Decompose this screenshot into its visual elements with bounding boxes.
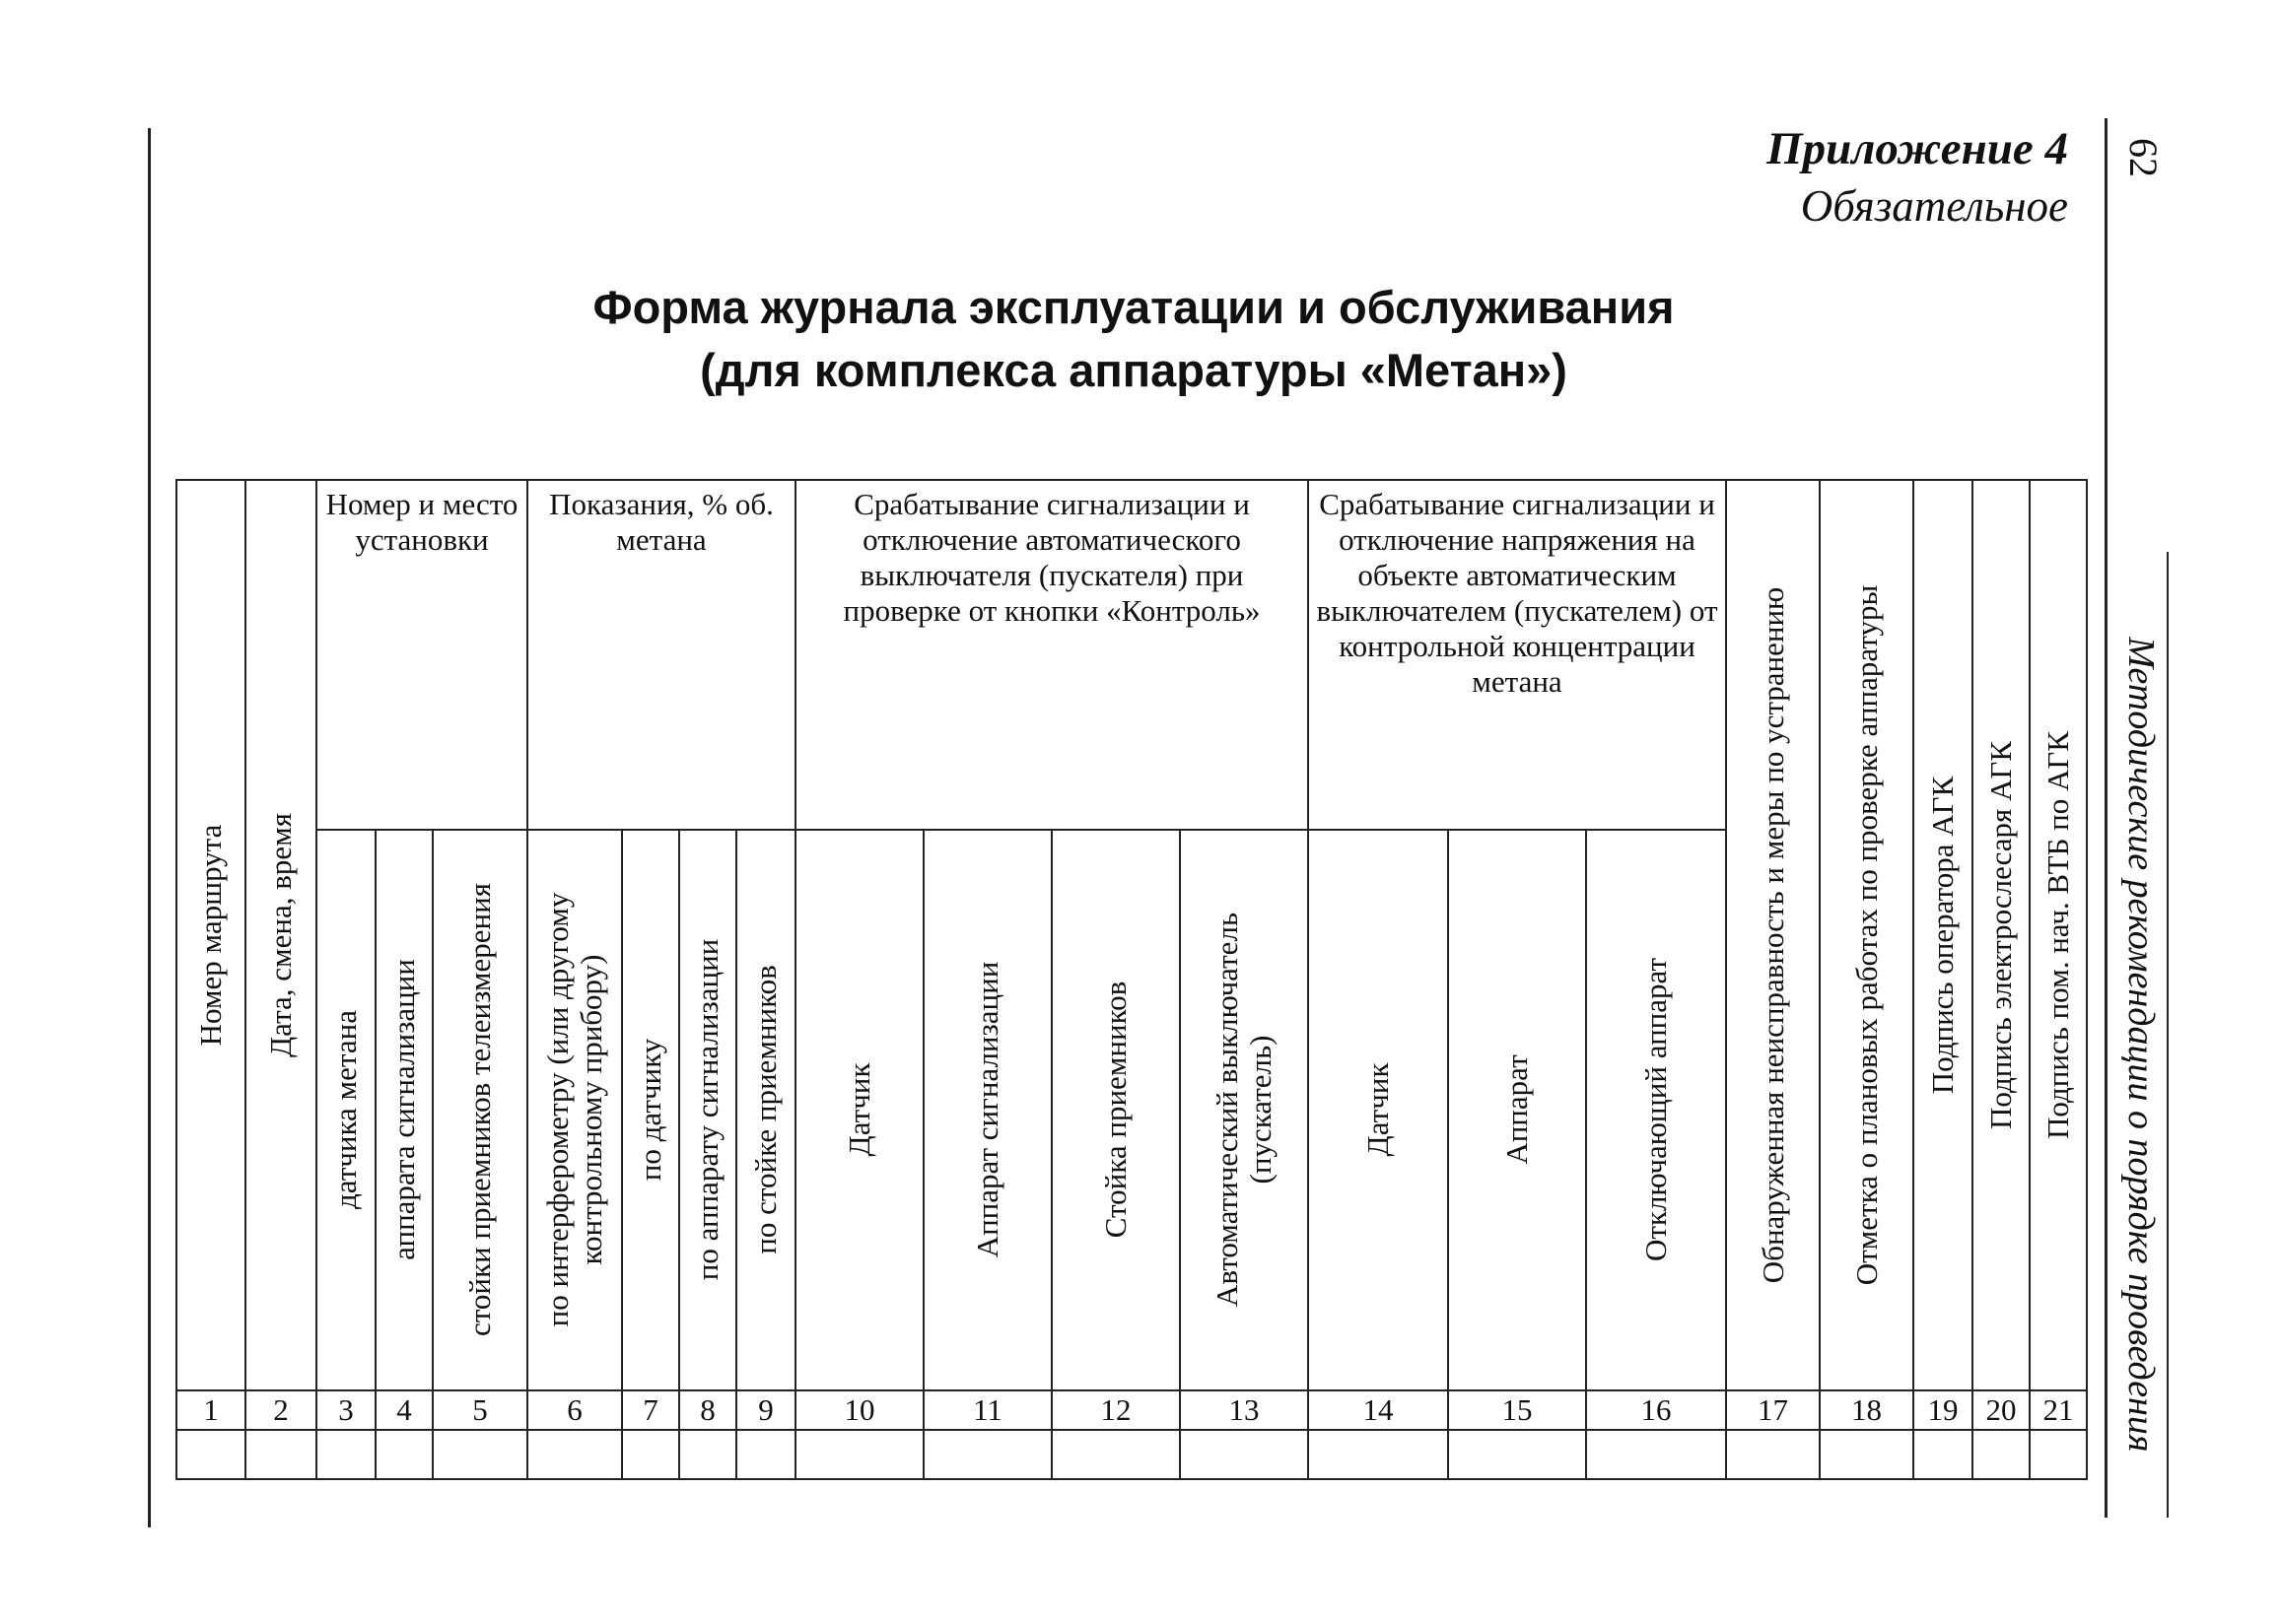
col-number: 8 [679,1390,736,1430]
journal-form-table [175,479,2088,1480]
entry-cell[interactable] [1586,1430,1726,1479]
entry-cell[interactable] [1052,1430,1180,1479]
header-conc-sensor: Датчик [1308,830,1448,1390]
entry-cell[interactable] [376,1430,433,1479]
col-number: 15 [1448,1390,1586,1430]
entry-cell[interactable] [924,1430,1052,1479]
header-by-sensor: по датчику [622,830,679,1390]
header-electrician-signature: Подпись электрослесаря АГК [1972,480,2030,1390]
col-number: 9 [736,1390,795,1430]
right-margin-rule [2105,118,2108,1518]
entry-cell[interactable] [1972,1430,2030,1479]
col-number: 5 [433,1390,527,1430]
entry-cell[interactable] [679,1430,736,1479]
col-number: 13 [1180,1390,1308,1430]
entry-cell[interactable] [316,1430,376,1479]
header-control-receiver-rack: Стойка приемников [1052,830,1180,1390]
col-number: 3 [316,1390,376,1430]
page-title [552,276,1715,402]
col-number: 16 [1586,1390,1726,1430]
col-number: 11 [924,1390,1052,1430]
col-number: 4 [376,1390,433,1430]
entry-cell[interactable] [176,1430,245,1479]
entry-cell[interactable] [2030,1430,2087,1479]
header-group-readings: Показания, % об. метана [527,480,795,830]
col-number: 18 [1820,1390,1913,1430]
header-conc-disconnector: Отключающий аппарат [1586,830,1726,1390]
header-group-installation: Номер и место установки [316,480,527,830]
col-number: 19 [1913,1390,1972,1430]
entry-cell[interactable] [622,1430,679,1479]
header-group-concentration-check: Срабатывание сигнализации и отключение напряжения на объекте автоматическим выключателем (пускателем) от контрольной концентрации метана [1308,480,1726,830]
empty-entry-row [176,1430,2087,1479]
entry-cell[interactable] [433,1430,527,1479]
header-route-number: Номер маршрута [176,480,245,1390]
appendix-status: Обязательное [1800,181,2068,231]
side-running-title: Методические рекомендации о порядке проведения [2120,637,2162,1453]
col-number: 2 [245,1390,316,1430]
header-date-shift-time: Дата, смена, время [245,480,316,1390]
entry-cell[interactable] [1726,1430,1820,1479]
appendix-heading [1766,120,2068,235]
entry-cell[interactable] [1180,1430,1308,1479]
col-number: 14 [1308,1390,1448,1430]
header-conc-apparatus: Аппарат [1448,830,1586,1390]
entry-cell[interactable] [1308,1430,1448,1479]
header-telemetry-rack: стойки приемников телеизмерения [433,830,527,1390]
header-by-receiver-rack: по стойке приемников [736,830,795,1390]
entry-cell[interactable] [1820,1430,1913,1479]
header-methane-sensor: датчика метана [316,830,376,1390]
entry-cell[interactable] [736,1430,795,1479]
title-line-1: Форма журнала эксплуатации и обслуживания [592,281,1675,333]
entry-cell[interactable] [1913,1430,1972,1479]
header-operator-signature: Подпись оператора АГК [1913,480,1972,1390]
col-number: 7 [622,1390,679,1430]
col-number: 6 [527,1390,622,1430]
header-alarm-unit: аппарата сигнализации [376,830,433,1390]
col-number: 12 [1052,1390,1180,1430]
header-control-sensor: Датчик [795,830,924,1390]
appendix-label: Приложение 4 [1766,123,2068,174]
col-number: 20 [1972,1390,2030,1430]
header-planned-works: Отметка о плановых работах по проверке аппаратуры [1820,480,1913,1390]
header-by-alarm-unit: по аппарату сигнализации [679,830,736,1390]
header-control-circuit-breaker: Автоматический выключатель (пускатель) [1180,830,1308,1390]
col-number: 17 [1726,1390,1820,1430]
header-control-alarm-unit: Аппарат сигнализации [924,830,1052,1390]
entry-cell[interactable] [1448,1430,1586,1479]
page-number: 62 [2121,138,2167,177]
entry-cell[interactable] [795,1430,924,1479]
entry-cell[interactable] [527,1430,622,1479]
col-number: 1 [176,1390,245,1430]
header-group-control-check: Срабатывание сигнализации и отключение автоматического выключателя (пускателя) при проверке от кнопки «Контроль» [795,480,1308,830]
title-line-2: (для комплекса аппаратуры «Метан») [700,344,1567,396]
header-by-interferometer: по интерферометру (или другому контрольному прибору) [527,830,622,1390]
entry-cell[interactable] [245,1430,316,1479]
col-number: 10 [795,1390,924,1430]
column-number-row [176,1390,2087,1430]
col-number: 21 [2030,1390,2087,1430]
header-deputy-signature: Подпись пом. нач. ВТБ по АГК [2030,480,2087,1390]
header-fault-measures: Обнаруженная неисправность и меры по устранению [1726,480,1820,1390]
left-margin-rule [148,128,151,1527]
